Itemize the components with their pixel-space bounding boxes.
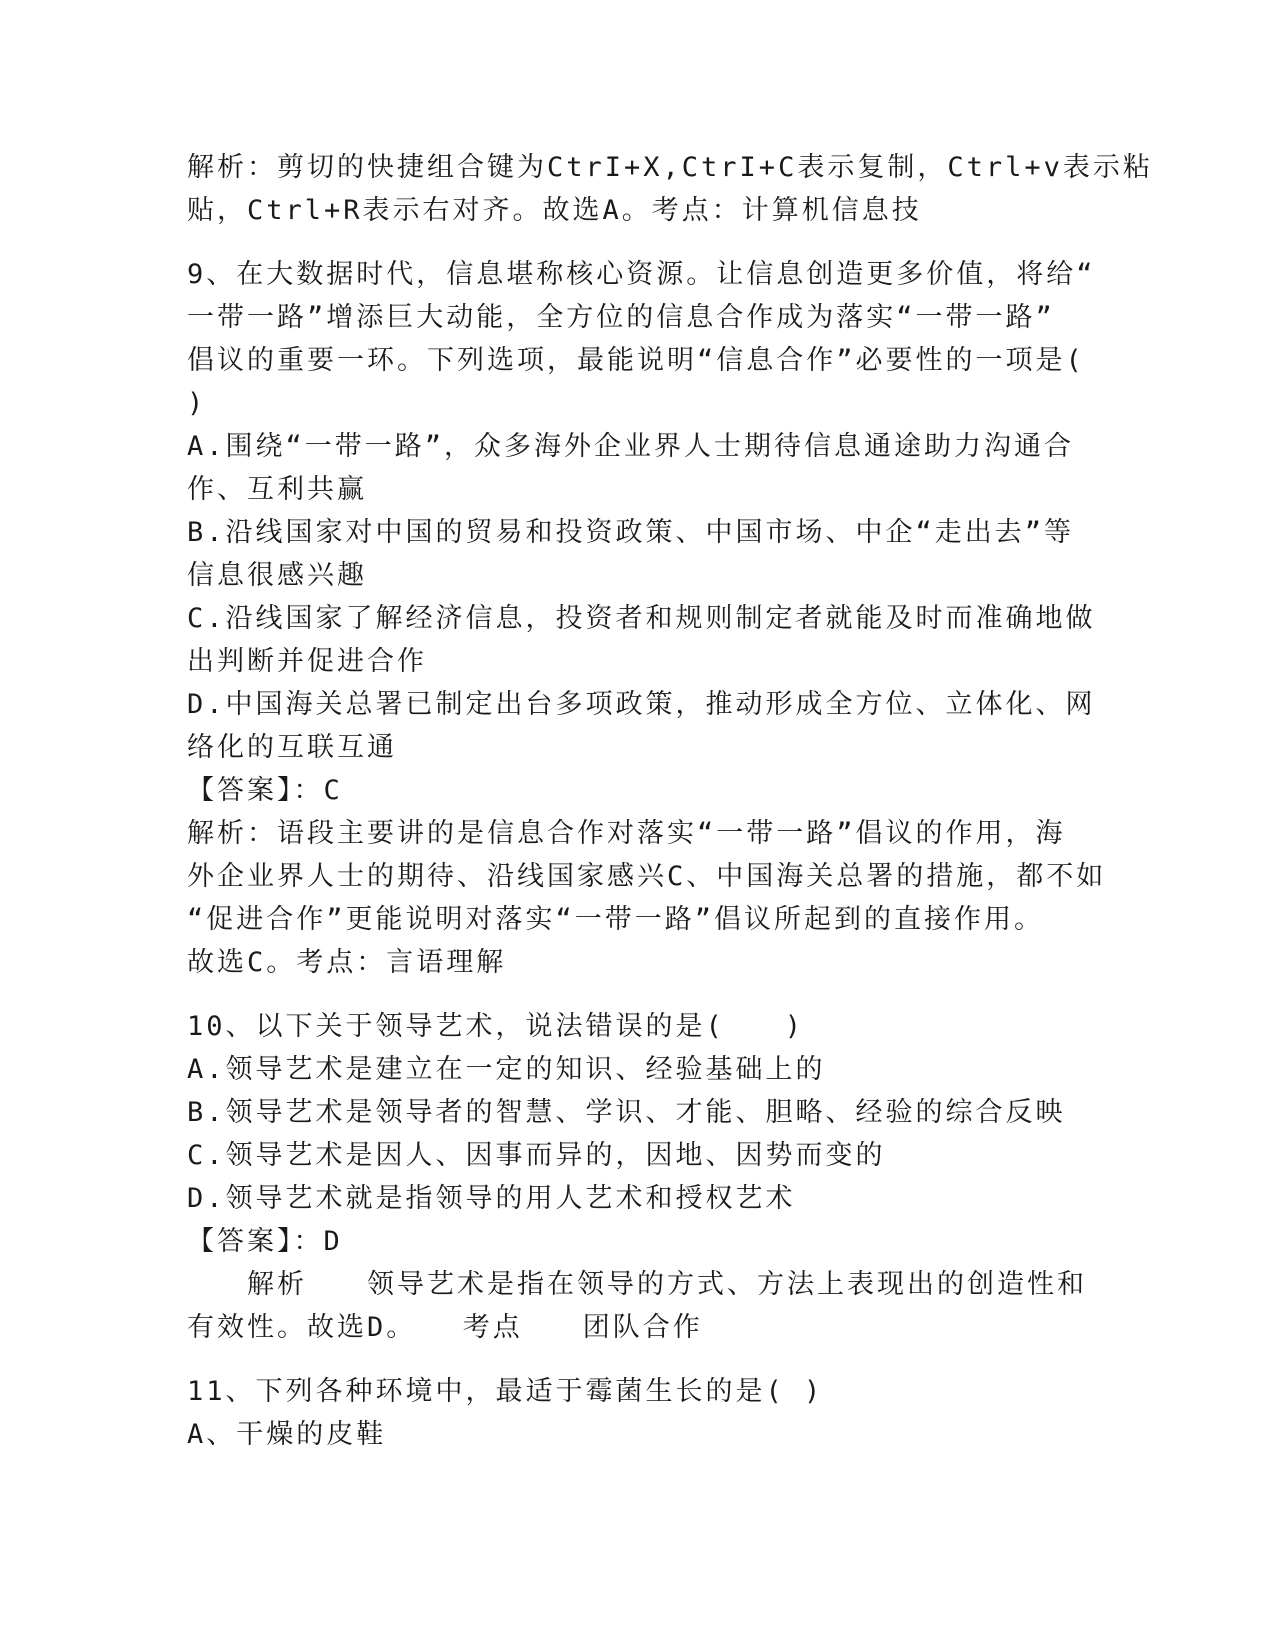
option-a: A.围绕“一带一路”，众多海外企业界人士期待信息通途助力沟通合	[187, 431, 1075, 462]
option-a: 作、互利共赢	[187, 474, 367, 505]
explanation-line: “促进合作”更能说明对落实“一带一路”倡议所起到的直接作用。	[187, 904, 1045, 935]
text-line: 解析：剪切的快捷组合键为CtrI+X,CtrI+C表示复制，Ctrl+v表示粘	[187, 152, 1153, 183]
option-c: C.领导艺术是因人、因事而异的，因地、因势而变的	[187, 1140, 886, 1171]
question-block-9	[187, 253, 1107, 984]
explanation-block-q8	[187, 146, 1153, 232]
option-c: C.沿线国家了解经济信息，投资者和规则制定者就能及时而准确地做	[187, 603, 1096, 634]
question-stem: 9、在大数据时代，信息堪称核心资源。让信息创造更多价值，将给“	[187, 259, 1096, 290]
option-b: B.领导艺术是领导者的智慧、学识、才能、胆略、经验的综合反映	[187, 1097, 1066, 1128]
option-a: A、干燥的皮鞋	[187, 1419, 387, 1450]
question-stem: 10、以下关于领导艺术，说法错误的是( )	[187, 1011, 805, 1042]
option-d: D.中国海关总署已制定出台多项政策，推动形成全方位、立体化、网	[187, 689, 1096, 720]
question-block-11	[187, 1370, 1087, 1456]
explanation-line: 解析 领导艺术是指在领导的方式、方法上表现出的创造性和	[187, 1269, 1087, 1300]
explanation-line: 解析：语段主要讲的是信息合作对落实“一带一路”倡议的作用，海	[187, 818, 1066, 849]
option-a: A.领导艺术是建立在一定的知识、经验基础上的	[187, 1054, 826, 1085]
question-block-10	[187, 1005, 1087, 1349]
explanation-line: 有效性。故选D。 考点 团队合作	[187, 1312, 703, 1343]
question-stem: 倡议的重要一环。下列选项，最能说明“信息合作”必要性的一项是(	[187, 345, 1085, 376]
option-b: 信息很感兴趣	[187, 560, 367, 591]
question-stem: )	[187, 388, 207, 419]
text-line: 贴，Ctrl+R表示右对齐。故选A。考点：计算机信息技	[187, 195, 922, 226]
question-stem: 一带一路”增添巨大动能，全方位的信息合作成为落实“一带一路”	[187, 302, 1055, 333]
option-b: B.沿线国家对中国的贸易和投资政策、中国市场、中企“走出去”等	[187, 517, 1075, 548]
option-d: D.领导艺术就是指领导的用人艺术和授权艺术	[187, 1183, 796, 1214]
question-stem: 11、下列各种环境中，最适于霉菌生长的是( )	[187, 1376, 824, 1407]
answer-line: 【答案】：D	[187, 1226, 343, 1257]
answer-line: 【答案】：C	[187, 775, 343, 806]
explanation-line: 外企业界人士的期待、沿线国家感兴C、中国海关总署的措施，都不如	[187, 861, 1107, 892]
explanation-line: 故选C。考点：言语理解	[187, 947, 507, 978]
option-d: 络化的互联互通	[187, 732, 397, 763]
document-body	[187, 146, 1153, 1456]
option-c: 出判断并促进合作	[187, 646, 427, 677]
